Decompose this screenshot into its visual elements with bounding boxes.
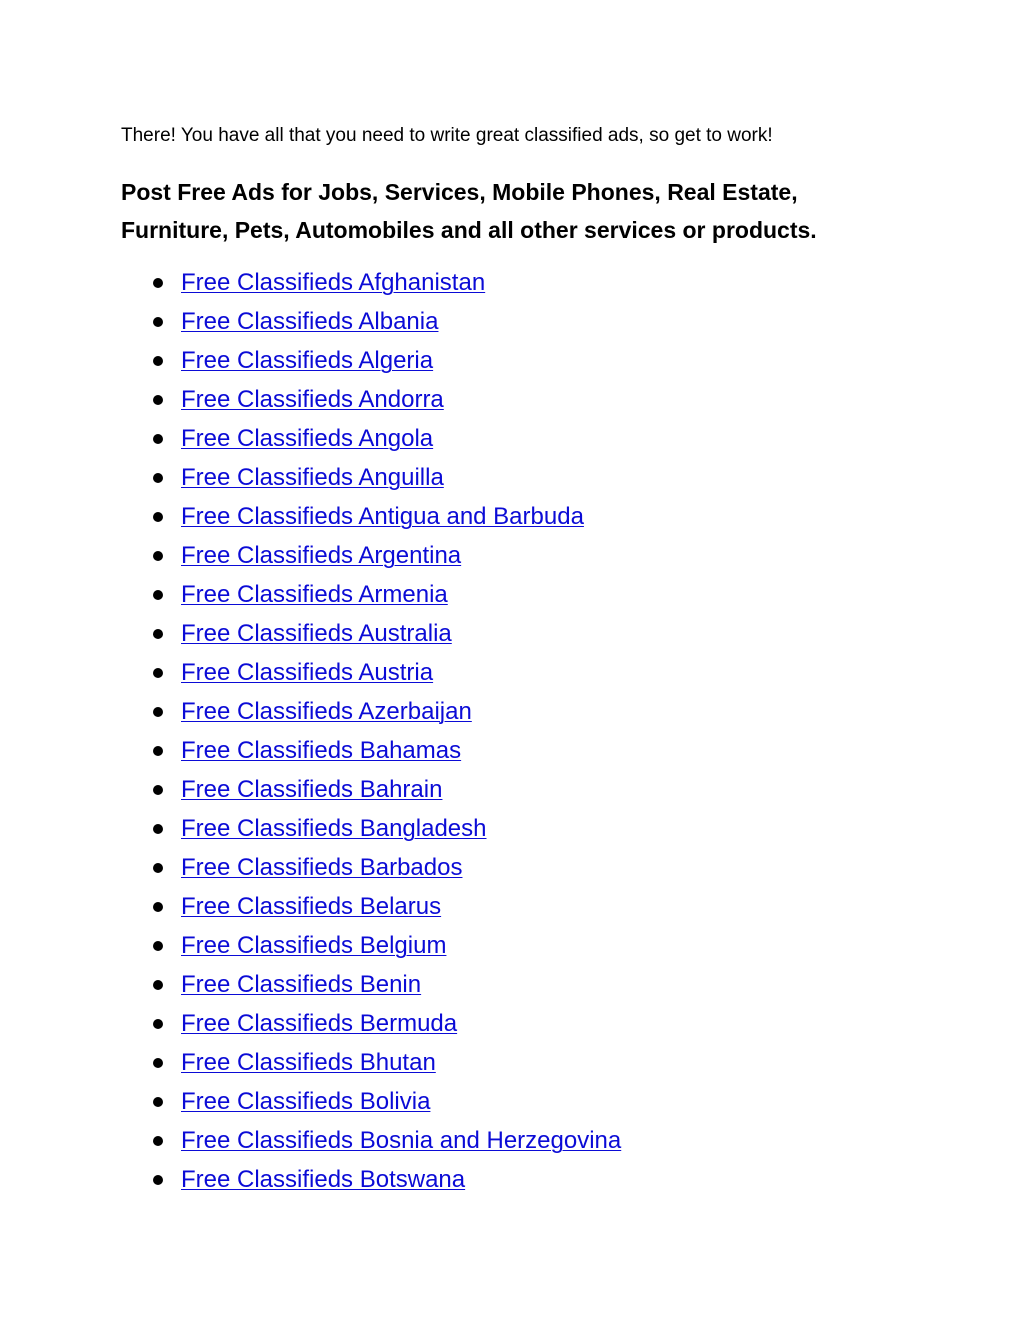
country-link[interactable]: Free Classifieds Antigua and Barbuda [181,503,584,530]
bullet-icon [153,785,163,795]
bullet-icon [153,941,163,951]
country-link[interactable]: Free Classifieds Angola [181,425,434,452]
bullet-icon [153,590,163,600]
bullet-icon [153,824,163,834]
country-link[interactable]: Free Classifieds Argentina [181,542,462,569]
bullet-icon [153,980,163,990]
bullet-icon [153,902,163,912]
bullet-icon [153,317,163,327]
country-link[interactable]: Free Classifieds Benin [181,971,422,998]
country-link[interactable]: Free Classifieds Belarus [181,893,442,920]
country-link[interactable]: Free Classifieds Bahamas [181,737,462,764]
bullet-icon [153,434,163,444]
country-link[interactable]: Free Classifieds Andorra [181,386,444,413]
country-link[interactable]: Free Classifieds Belgium [181,932,447,959]
heading-line-2: Furniture, Pets, Automobiles and all other services or products. [121,217,817,243]
country-link[interactable]: Free Classifieds Azerbaijan [181,698,472,725]
country-link[interactable]: Free Classifieds Afghanistan [181,269,486,296]
bullet-icon [153,356,163,366]
country-link[interactable]: Free Classifieds Austria [181,659,434,686]
country-link[interactable]: Free Classifieds Barbados [181,854,463,881]
page-heading [121,173,881,249]
intro-text: There! You have all that you need to write great classified ads, so get to work! [121,125,773,146]
country-link[interactable]: Free Classifieds Armenia [181,581,448,608]
country-link[interactable]: Free Classifieds Anguilla [181,464,444,491]
country-link[interactable]: Free Classifieds Bermuda [181,1010,458,1037]
country-link[interactable]: Free Classifieds Botswana [181,1166,466,1193]
bullet-icon [153,551,163,561]
bullet-icon [153,629,163,639]
bullet-icon [153,473,163,483]
bullet-icon [153,1136,163,1146]
bullet-icon [153,707,163,717]
bullet-icon [153,512,163,522]
bullet-icon [153,746,163,756]
bullet-icon [153,1175,163,1185]
bullet-icon [153,395,163,405]
bullet-icon [153,863,163,873]
country-link[interactable]: Free Classifieds Bhutan [181,1049,436,1076]
heading-line-1: Post Free Ads for Jobs, Services, Mobile Phones, Real Estate, [121,179,798,205]
country-link[interactable]: Free Classifieds Bahrain [181,776,443,803]
bullet-icon [153,278,163,288]
bullet-icon [153,1097,163,1107]
country-link[interactable]: Free Classifieds Algeria [181,347,434,374]
country-link[interactable]: Free Classifieds Bangladesh [181,815,487,842]
country-link[interactable]: Free Classifieds Australia [181,620,452,647]
country-link[interactable]: Free Classifieds Bolivia [181,1088,431,1115]
bullet-icon [153,1058,163,1068]
bullet-icon [153,668,163,678]
bullet-icon [153,1019,163,1029]
country-link[interactable]: Free Classifieds Bosnia and Herzegovina [181,1127,622,1154]
country-link[interactable]: Free Classifieds Albania [181,308,439,335]
